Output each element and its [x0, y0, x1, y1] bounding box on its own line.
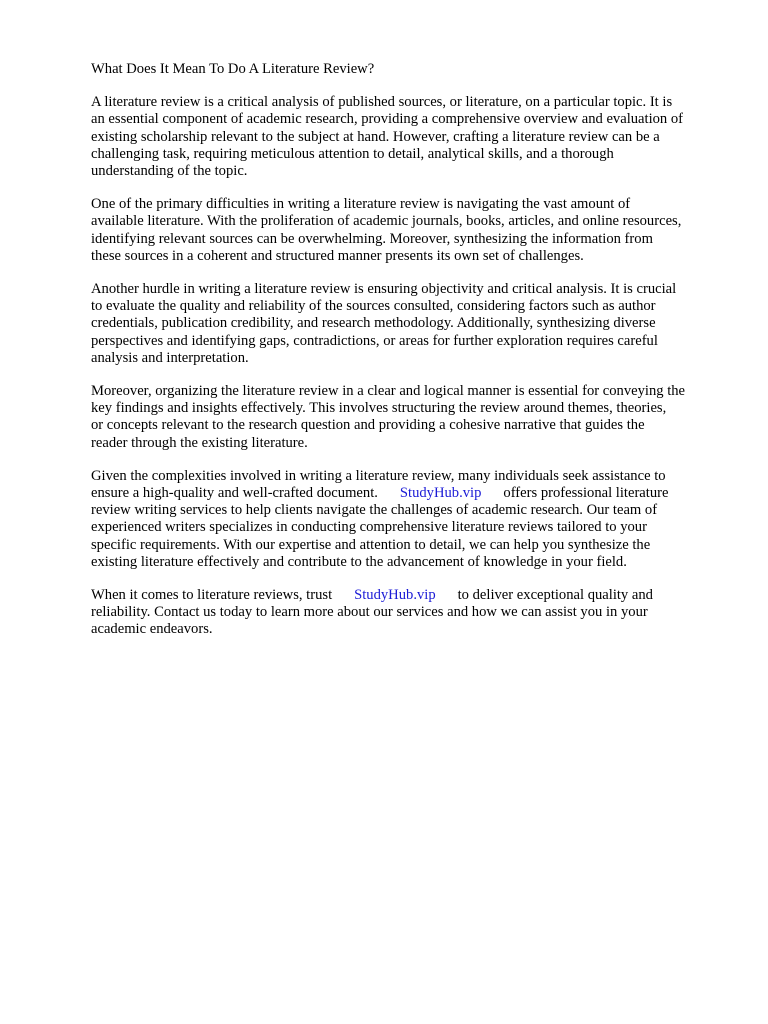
text-line: analysis and interpretation.	[91, 349, 249, 366]
paragraph-3	[91, 281, 727, 367]
paragraph-6	[91, 587, 727, 639]
text-line: an essential component of academic research, providing a comprehensive overview and evaluation of	[91, 111, 684, 128]
text-line: One of the primary difficulties in writing a literature review is navigating the vast amount of	[91, 196, 631, 213]
studyhub-link[interactable]: StudyHub.vip	[354, 587, 436, 604]
document-page	[91, 61, 727, 655]
text-line: available literature. With the proliferation of academic journals, books, articles, and online resources,	[91, 213, 682, 230]
text-fragment: offers professional literature	[503, 485, 669, 502]
text-line: reader through the existing literature.	[91, 434, 308, 451]
document-title: What Does It Mean To Do A Literature Review?	[91, 61, 375, 77]
paragraph-1	[91, 94, 727, 180]
text-line: these sources in a coherent and structured manner presents its own set of challenges.	[91, 247, 584, 264]
text-line: understanding of the topic.	[91, 163, 248, 180]
text-line: to evaluate the quality and reliability of the sources consulted, considering factors such as author	[91, 298, 656, 315]
text-line: Moreover, organizing the literature review in a clear and logical manner is essential for conveying the	[91, 383, 686, 400]
text-line: reliability. Contact us today to learn more about our services and how we can assist you in your	[91, 604, 648, 621]
text-line: review writing services to help clients navigate the challenges of academic research. Our team of	[91, 502, 658, 519]
text-line: Given the complexities involved in writing a literature review, many individuals seek assistance to	[91, 467, 666, 484]
text-line	[91, 587, 727, 604]
text-line: or concepts relevant to the research question and providing a cohesive narrative that guides the	[91, 417, 645, 434]
text-fragment: When it comes to literature reviews, trust	[91, 587, 333, 604]
text-fragment: to deliver exceptional quality and	[457, 587, 653, 604]
paragraph-4	[91, 383, 727, 452]
text-line: experienced writers specializes in conducting comprehensive literature reviews tailored to your	[91, 519, 647, 536]
studyhub-link[interactable]: StudyHub.vip	[399, 485, 482, 502]
text-line: A literature review is a critical analysis of published sources, or literature, on a particular topic. It is	[91, 94, 673, 111]
text-fragment: ensure a high-quality and well-crafted document.	[91, 485, 378, 502]
text-line: key findings and insights effectively. This involves structuring the review around themes, theories,	[91, 400, 667, 417]
text-line	[91, 485, 727, 502]
text-line: challenging task, requiring meticulous attention to detail, analytical skills, and a thorough	[91, 145, 614, 162]
text-line: perspectives and identifying gaps, contradictions, or areas for further exploration requires careful	[91, 332, 658, 349]
paragraph-5	[91, 468, 727, 571]
text-line: specific requirements. With our expertise and attention to detail, we can help you synthesize the	[91, 536, 651, 553]
text-line: Another hurdle in writing a literature review is ensuring objectivity and critical analysis. It is crucial	[91, 281, 677, 298]
text-line: identifying relevant sources can be overwhelming. Moreover, synthesizing the information from	[91, 230, 653, 247]
text-line: credentials, publication credibility, and research methodology. Additionally, synthesizing diverse	[91, 315, 656, 332]
text-line: existing literature effectively and contribute to the advancement of knowledge in your field.	[91, 553, 627, 570]
text-line: existing scholarship relevant to the subject at hand. However, crafting a literature review can be a	[91, 128, 660, 145]
text-line: academic endeavors.	[91, 621, 213, 638]
paragraph-2	[91, 196, 727, 265]
